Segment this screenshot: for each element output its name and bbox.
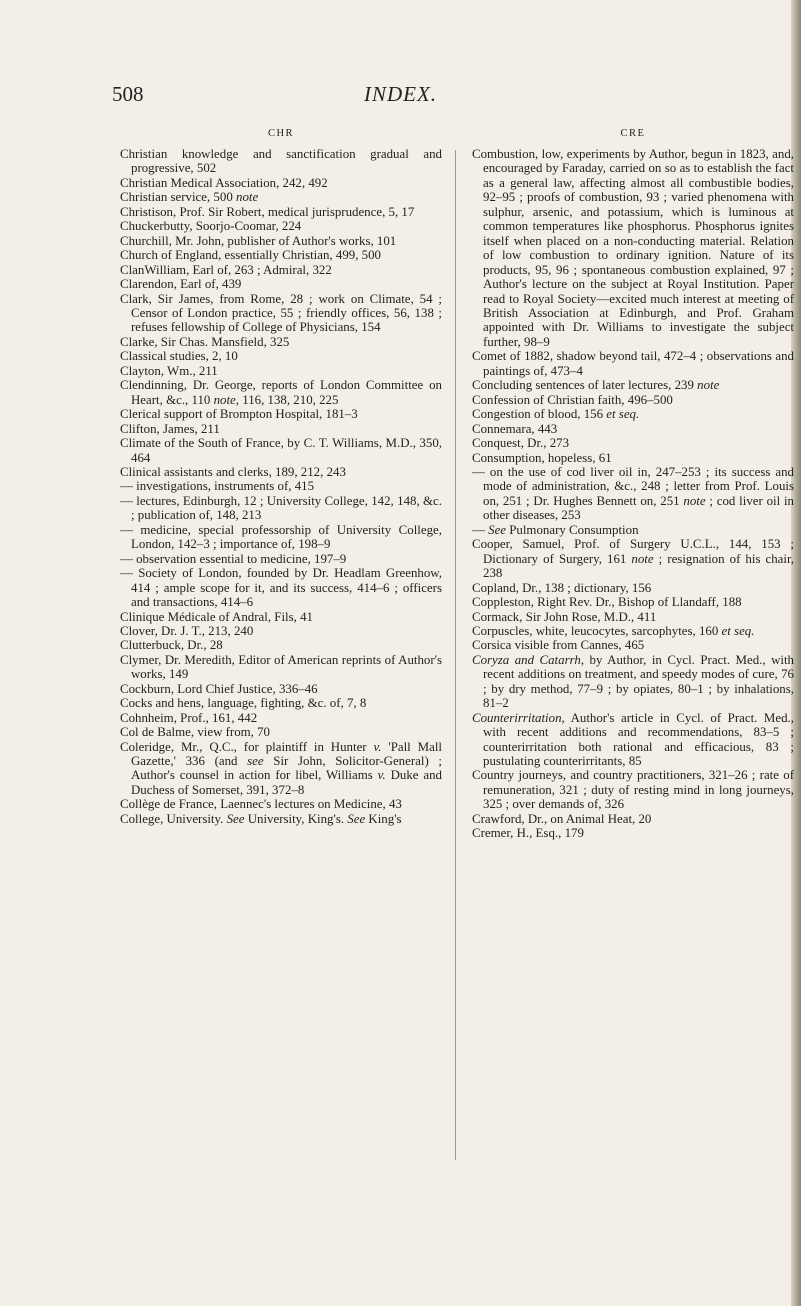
- left-guide-word: CHR: [267, 128, 295, 139]
- index-entry: Climate of the South of France, by C. T. Williams, M.D., 350, 464: [120, 436, 442, 465]
- index-entry: Christian knowledge and sanctification gradual and progressive, 502: [120, 147, 442, 176]
- index-entry: Clifton, James, 211: [120, 421, 220, 436]
- column-divider: [455, 150, 456, 1160]
- index-entry: — lectures, Edinburgh, 12 ; University College, 142, 148, &c. ; publication of, 148, 213: [120, 493, 442, 523]
- index-entry: Connemara, 443: [472, 421, 558, 436]
- index-entry: — See Pulmonary Consumption: [472, 522, 639, 537]
- index-entry: Christian service, 500 note: [120, 190, 259, 205]
- index-entry: Cockburn, Lord Chief Justice, 336–46: [120, 681, 318, 696]
- running-title: INDEX.: [363, 82, 438, 106]
- index-entry: Clerical support of Brompton Hospital, 181–3: [120, 407, 358, 422]
- index-entry: Christian Medical Association, 242, 492: [120, 175, 328, 190]
- index-entry: Clendinning, Dr. George, reports of London Committee on Heart, &c., 110 note, 116, 138, 210, 225: [120, 378, 442, 407]
- index-entry: College, University. See University, King's. See King's: [120, 811, 402, 826]
- index-entry: Cocks and hens, language, fighting, &c. of, 7, 8: [120, 696, 367, 711]
- index-entry: Chuckerbutty, Soorjo-Coomar, 224: [120, 219, 302, 234]
- index-entry: Country journeys, and country practitioners, 321–26 ; rate of remuneration, 321 ; duty of resting mind in long journeys, 325 ; over demands of, 326: [472, 768, 794, 812]
- index-entry: — investigations, instruments of, 415: [120, 479, 315, 494]
- right-entries: [472, 147, 794, 841]
- right-guide-word: CRE: [620, 128, 646, 139]
- index-entry: — medicine, special professorship of University College, London, 142–3 ; importance of, 198–9: [120, 522, 442, 552]
- index-entry: Corsica visible from Cannes, 465: [472, 638, 645, 653]
- index-entry: Congestion of blood, 156 et seq.: [472, 407, 640, 422]
- index-entry: Crawford, Dr., on Animal Heat, 20: [472, 811, 652, 826]
- index-entry: Cooper, Samuel, Prof. of Surgery U.C.L., 144, 153 ; Dictionary of Surgery, 161 note ; resignation of his chair, 238: [472, 537, 794, 581]
- index-entry: Coryza and Catarrh, by Author, in Cycl. Pract. Med., with recent additions on treatment, and speedy modes of cure, 76 ; by dry method, 77–9 ; by opiates, 80–1 ; by inhalations, 81–2: [472, 652, 794, 711]
- index-entry: Col de Balme, view from, 70: [120, 725, 271, 740]
- index-entry: — observation essential to medicine, 197–9: [120, 551, 347, 566]
- index-entry: Conquest, Dr., 273: [472, 436, 570, 451]
- index-entry: Church of England, essentially Christian, 499, 500: [120, 248, 381, 263]
- index-entry: Copland, Dr., 138 ; dictionary, 156: [472, 580, 652, 595]
- index-entry: Comet of 1882, shadow beyond tail, 472–4 ; observations and paintings of, 473–4: [472, 349, 794, 378]
- index-entry: Cremer, H., Esq., 179: [472, 826, 584, 841]
- index-entry: Cohnheim, Prof., 161, 442: [120, 710, 258, 725]
- index-entry: Corpuscles, white, leucocytes, sarcophytes, 160 et seq.: [472, 623, 755, 638]
- index-entry: Clymer, Dr. Meredith, Editor of American reprints of Author's works, 149: [120, 652, 442, 682]
- index-entry: Clover, Dr. J. T., 213, 240: [120, 623, 254, 638]
- index-entry: Collège de France, Laennec's lectures on Medicine, 43: [120, 797, 402, 812]
- index-entry: — Society of London, founded by Dr. Headlam Greenhow, 414 ; ample scope for it, and its success, 414–6 ; officers and transactions, 414–6: [120, 566, 442, 610]
- index-entry: Clinical assistants and clerks, 189, 212, 243: [120, 464, 346, 479]
- index-entry: Combustion, low, experiments by Author, begun in 1823, and, encouraged by Faraday, carried on so as to establish the fact as a general law, affecting almost all combustible bodies, 92–95 ; proofs of combustion, 93 ; varied phenomena with sulphur, arsenic, and potassium, which is luminous at common temperatures like phosphorus. Phosphorus ignites itself when placed on a non-conducting material. Relation of low combustion to ordinary ignition. Nature of its products, 95, 96 ; spontaneous combustion explained, 97 ; Author's lecture on the subject at Royal Institution. Paper read to Royal Society—excited much interest at meeting of British Association at Edinburgh, and Prof. Graham appointed with Dr. Williams to investigate the subject further, 98–9: [472, 147, 794, 349]
- index-entry: Clarendon, Earl of, 439: [120, 277, 242, 292]
- index-entry: Confession of Christian faith, 496–500: [472, 392, 673, 407]
- index-entry: Clutterbuck, Dr., 28: [120, 638, 223, 653]
- left-entries: [120, 147, 442, 826]
- index-entry: Clinique Médicale of Andral, Fils, 41: [120, 609, 313, 624]
- index-entry: Cormack, Sir John Rose, M.D., 411: [472, 609, 657, 624]
- index-entry: Coppleston, Right Rev. Dr., Bishop of Llandaff, 188: [472, 595, 742, 610]
- index-entry: ClanWilliam, Earl of, 263 ; Admiral, 322: [120, 262, 332, 277]
- index-entry: Concluding sentences of later lectures, 239 note: [472, 378, 720, 393]
- page-number: 508: [112, 82, 144, 106]
- index-entry: Counterirritation, Author's article in Cycl. of Pract. Med., with recent additions and recommendations, 83–5 ; counterirritation both rational and efficacious, 83 ; pustulating counterirritants, 85: [472, 710, 794, 769]
- index-entry: Coleridge, Mr., Q.C., for plaintiff in Hunter v. 'Pall Mall Gazette,' 336 (and see Sir John, Solicitor-General) ; Author's counsel in action for libel, Williams v. Duke and Duchess of Somerset, 391, 372–8: [120, 739, 443, 797]
- index-entry: Consumption, hopeless, 61: [472, 450, 612, 465]
- index-entry: Churchill, Mr. John, publisher of Author's works, 101: [120, 233, 397, 248]
- index-entry: Clark, Sir James, from Rome, 28 ; work on Climate, 54 ; Censor of London practice, 55 ; friendly offices, 56, 138 ; refuses fellowship of College of Physicians, 154: [120, 291, 442, 335]
- left-column: [120, 128, 442, 826]
- index-entry: Christison, Prof. Sir Robert, medical jurisprudence, 5, 17: [120, 204, 415, 219]
- index-entry: Clarke, Sir Chas. Mansfield, 325: [120, 334, 290, 349]
- right-column: [472, 128, 794, 841]
- index-entry: Clayton, Wm., 211: [120, 363, 218, 378]
- page-header: [0, 82, 801, 112]
- index-entry: Classical studies, 2, 10: [120, 349, 238, 364]
- index-entry: — on the use of cod liver oil in, 247–253 ; its success and mode of administration, &c., 248 ; letter from Prof. Louis on, 251 ; Dr. Hughes Bennett on, 251 note ; cod liver oil in other diseases, 253: [472, 464, 794, 523]
